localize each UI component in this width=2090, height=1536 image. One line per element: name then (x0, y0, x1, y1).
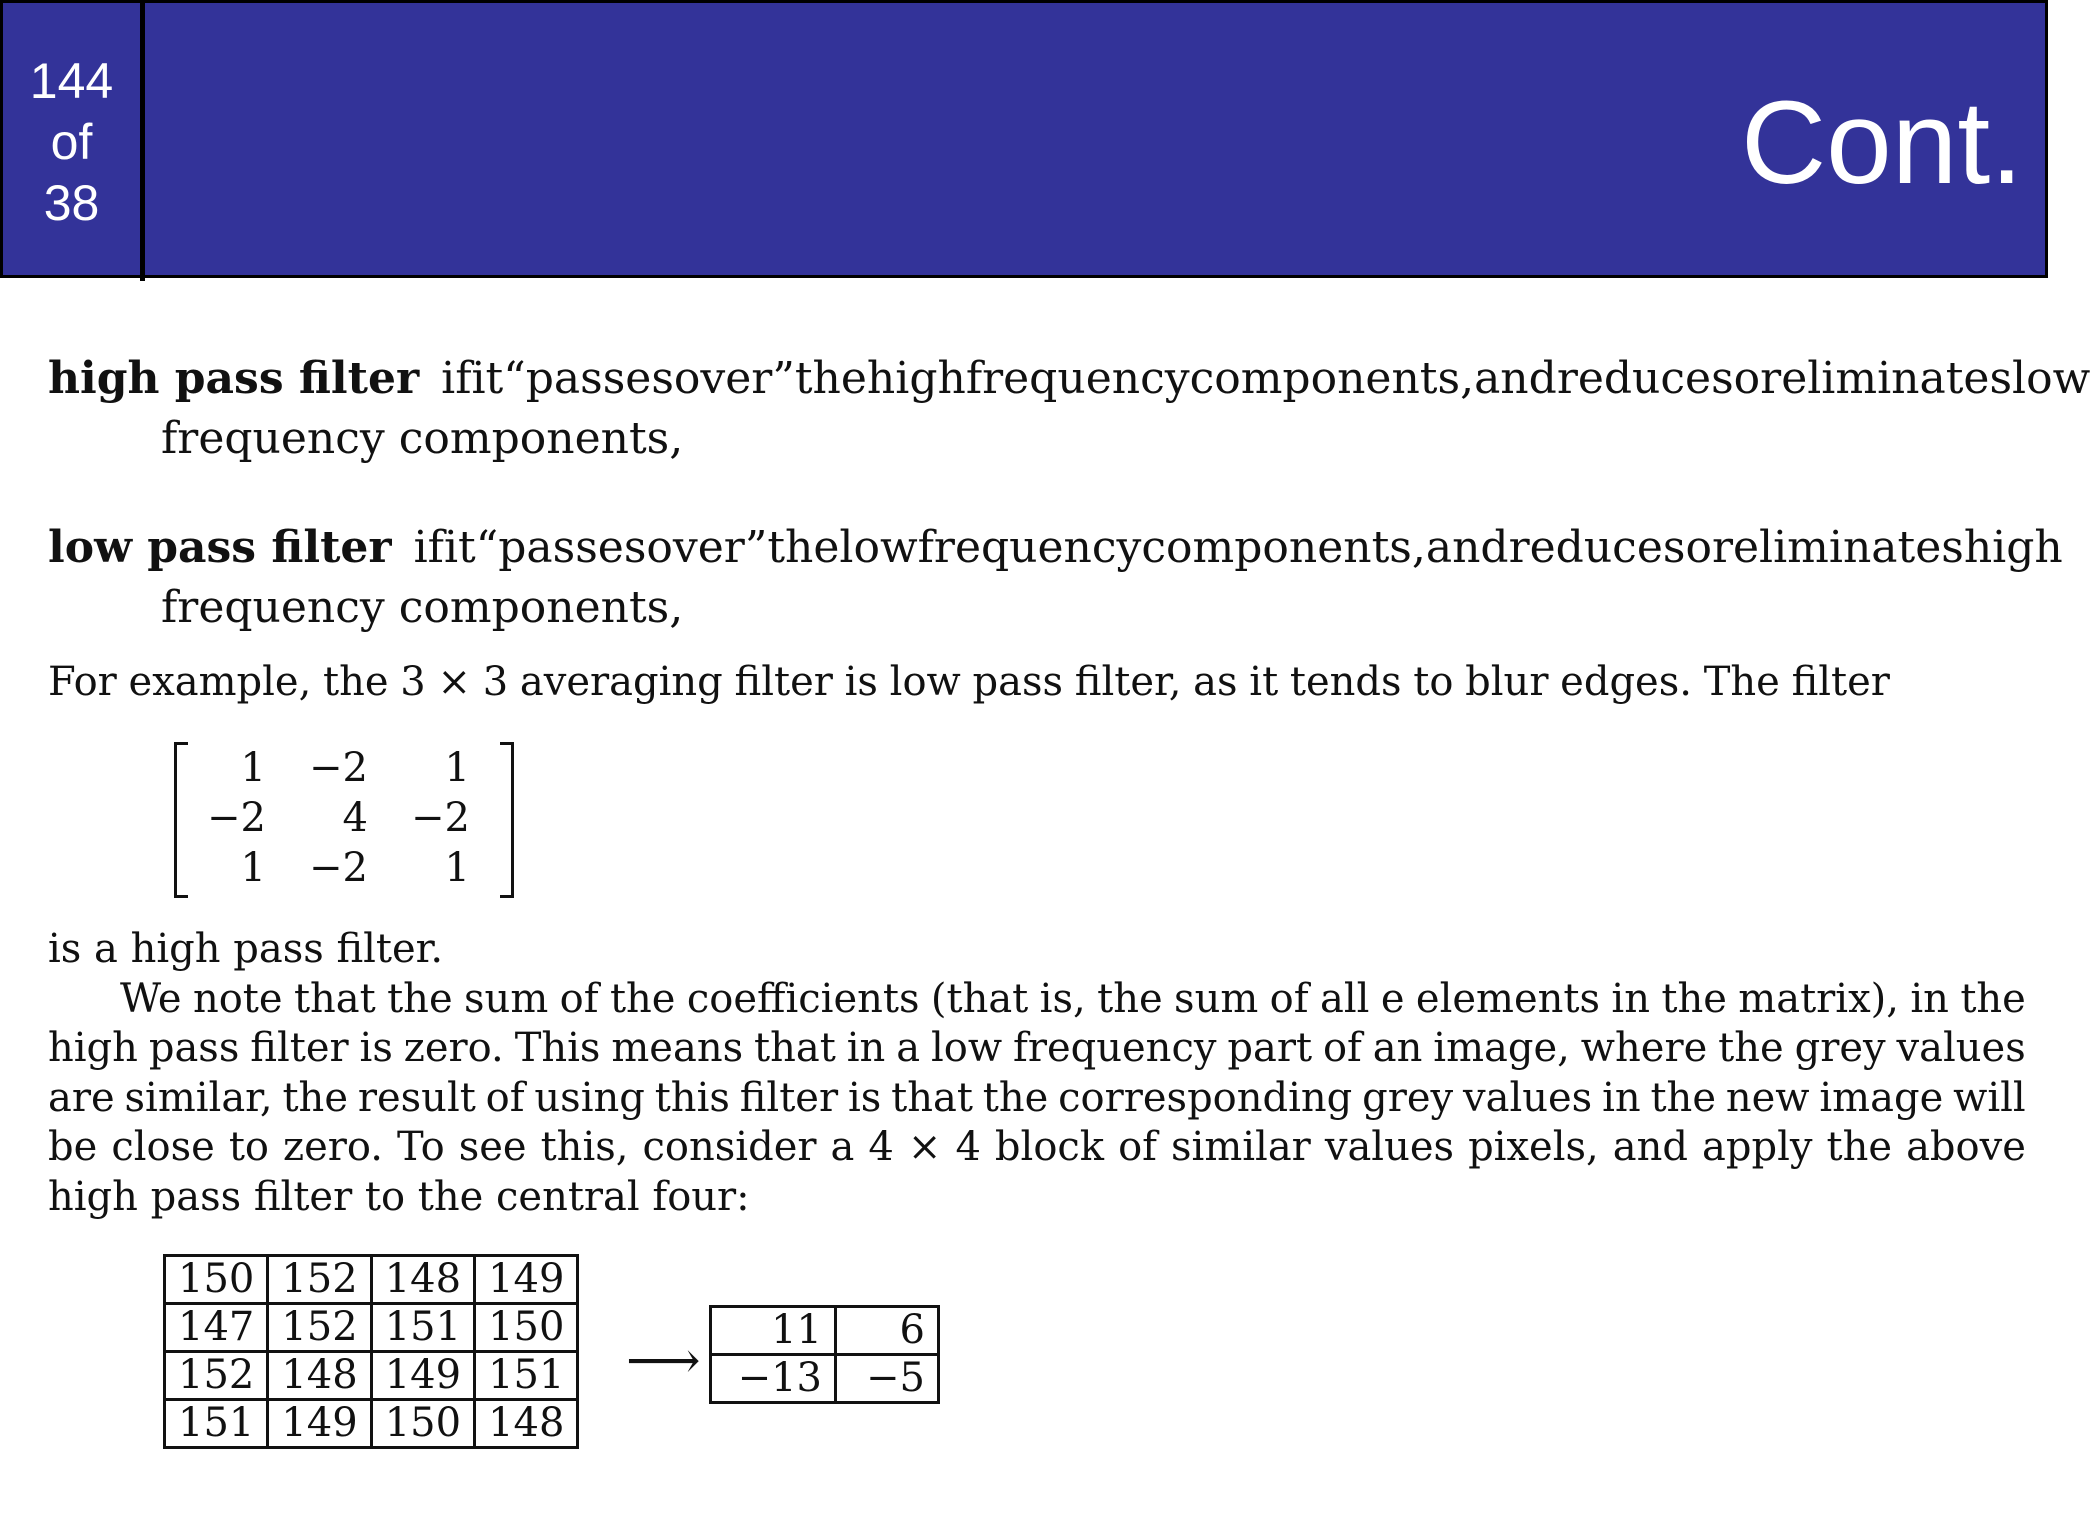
word: means (611, 1025, 744, 1071)
word: low (2012, 353, 2090, 404)
word: the (982, 1074, 1049, 1121)
word: part (1227, 1025, 1313, 1071)
definition-continuation: frequency components, (161, 413, 684, 464)
word: new (1725, 1074, 1810, 1121)
word: high (48, 1025, 138, 1071)
word: or (1685, 522, 1733, 573)
word: is (359, 1025, 393, 1071)
word: above (1906, 1124, 2026, 1170)
word: a (896, 1025, 921, 1071)
word: components, (1189, 353, 1475, 404)
matrix-right-bracket (500, 742, 514, 898)
word: is (847, 1074, 882, 1121)
definition-line (441, 349, 2090, 409)
word: the (1960, 975, 2026, 1022)
word: e (1380, 975, 1405, 1022)
word: grey (1362, 1074, 1454, 1121)
pixel-cell: 152 (165, 1352, 268, 1400)
definition-high-pass (48, 349, 2090, 469)
word: coefficients (686, 975, 920, 1022)
word: the (1718, 1025, 1784, 1071)
result-cell: −5 (836, 1355, 939, 1403)
word: of (1118, 1124, 1157, 1170)
matrix-cell: −2 (411, 795, 470, 841)
pixel-cell: 151 (165, 1400, 268, 1448)
matrix-cell: 1 (240, 745, 266, 791)
pixel-cell: 152 (268, 1256, 371, 1304)
word: 4 (868, 1124, 894, 1170)
filter-matrix (174, 742, 514, 898)
word: To (397, 1124, 445, 1170)
text-line: high pass filter to the central four: (48, 1173, 750, 1220)
word: pass (148, 1025, 240, 1071)
word: matrix), (1738, 975, 1899, 1022)
text-line (48, 1024, 2026, 1074)
word: this (654, 1074, 730, 1121)
definition-continuation: frequency components, (161, 582, 684, 633)
matrix-cell: 1 (240, 845, 266, 891)
body-paragraph (48, 925, 2026, 1222)
word: block (994, 1124, 1105, 1170)
word: high (1963, 522, 2063, 573)
word: values (1324, 1124, 1455, 1170)
word: to (1413, 659, 1454, 705)
word: and (1425, 522, 1509, 573)
word: the (767, 522, 840, 573)
word: low (889, 659, 961, 705)
word: averaging (519, 659, 723, 705)
word: if (441, 353, 472, 404)
word: that (891, 1074, 973, 1121)
input-pixel-block (163, 1254, 579, 1449)
word: an (1372, 1025, 1423, 1071)
text-line (48, 658, 1890, 708)
word: eliminates (1732, 522, 1964, 573)
output-pixel-block (709, 1305, 940, 1404)
word: low (931, 1025, 1003, 1071)
word: blur (1465, 659, 1549, 705)
word: the (1650, 1074, 1716, 1121)
word: it (471, 353, 504, 404)
word: all (1319, 975, 1370, 1022)
word: sum (1174, 975, 1259, 1022)
word: it (1249, 659, 1279, 705)
word: image (1819, 1074, 1944, 1121)
text-line (48, 1074, 2026, 1124)
word: “passes (503, 353, 674, 404)
word: × (907, 1124, 942, 1170)
word: components, (1141, 522, 1426, 573)
pixel-cell: 149 (268, 1400, 371, 1448)
pixel-cell: 148 (268, 1352, 371, 1400)
word: that (293, 975, 376, 1022)
word: zero. (403, 1025, 504, 1071)
word: filter (734, 659, 833, 705)
word: frequency (965, 353, 1190, 404)
word: elements (1415, 975, 1600, 1022)
text-line (48, 975, 2026, 1025)
pixel-cell: 152 (268, 1304, 371, 1352)
word: filter (739, 1074, 839, 1121)
matrix-cell: 1 (444, 845, 470, 891)
word: close (111, 1124, 215, 1170)
matrix-cell: 4 (342, 795, 368, 841)
word: the (387, 975, 453, 1022)
pixel-cell: 148 (371, 1256, 474, 1304)
word: example, (128, 659, 312, 705)
word: “passes (475, 522, 647, 573)
word: consider (642, 1124, 817, 1170)
word: The (1703, 659, 1780, 705)
word: note (192, 975, 283, 1022)
matrix-cell: −2 (309, 845, 368, 891)
word: in (1602, 1074, 1641, 1121)
word: For (48, 659, 117, 705)
word: We (120, 975, 182, 1022)
pixel-cell: 151 (475, 1352, 578, 1400)
slide-counter (3, 3, 145, 281)
word: × (437, 659, 471, 705)
word: edges. (1560, 659, 1692, 705)
word: apply (1702, 1124, 1813, 1170)
matrix-cell: −2 (309, 745, 368, 791)
word: the (1826, 1124, 1893, 1170)
word: the (794, 353, 867, 404)
word: over” (673, 353, 795, 404)
word: or (1733, 353, 1782, 404)
right-arrow-icon: ⟶ (626, 1331, 701, 1391)
word: and (1612, 1124, 1688, 1170)
slide-number: 144 (29, 52, 114, 109)
word: 3 (400, 659, 426, 705)
pixel-cell: 148 (475, 1400, 578, 1448)
word: the (282, 1074, 348, 1121)
definition-line (414, 518, 2063, 578)
pixel-cell: 150 (475, 1304, 578, 1352)
word: of (559, 975, 599, 1022)
word: values (1896, 1025, 2026, 1071)
result-cell: 6 (836, 1307, 939, 1355)
word: is (844, 659, 878, 705)
matrix-cell: −2 (207, 795, 266, 841)
word: be (48, 1124, 98, 1170)
word: filter (250, 1025, 349, 1071)
word: in (1611, 975, 1650, 1022)
slide-total: 38 (43, 174, 100, 231)
slide-of-label: of (50, 113, 93, 170)
word: it (443, 522, 476, 573)
word: the (1661, 975, 1727, 1022)
text-line (48, 1123, 2026, 1173)
word: are (48, 1074, 115, 1121)
definition-term: high pass filter (48, 353, 420, 404)
definition-low-pass (48, 518, 2063, 638)
pixel-cell: 149 (371, 1352, 474, 1400)
word: low (839, 522, 918, 573)
word: to (228, 1124, 269, 1170)
word: that (754, 1025, 836, 1071)
word: sum (464, 975, 549, 1022)
word: as (1193, 659, 1238, 705)
word: reduces (1508, 522, 1686, 573)
word: high (866, 353, 966, 404)
word: reduces (1556, 353, 1734, 404)
word: in (1910, 975, 1949, 1022)
word: This (514, 1025, 601, 1071)
word: filter, (1074, 659, 1182, 705)
word: will (1953, 1074, 2026, 1121)
word: filter (1791, 659, 1890, 705)
word: corresponding (1058, 1074, 1353, 1121)
text-line: is a high pass filter. (48, 926, 444, 972)
word: see (458, 1124, 527, 1170)
slide-header (0, 0, 2048, 278)
word: is, (1039, 975, 1086, 1022)
word: eliminates (1781, 353, 2013, 404)
word: pixels, (1468, 1124, 1599, 1170)
word: of (1269, 975, 1309, 1022)
word: (that (930, 975, 1029, 1022)
result-cell: −13 (711, 1355, 836, 1403)
slide-title: Cont. (1740, 77, 2023, 209)
pixel-cell: 150 (371, 1400, 474, 1448)
word: in (846, 1025, 886, 1071)
word: and (1474, 353, 1557, 404)
pixel-cell: 151 (371, 1304, 474, 1352)
word: the (323, 659, 389, 705)
matrix-cell: 1 (444, 745, 470, 791)
word: a (830, 1124, 855, 1170)
word: over” (646, 522, 768, 573)
word: 4 (955, 1124, 981, 1170)
word: this, (540, 1124, 629, 1170)
word: 3 (482, 659, 509, 705)
word: values (1463, 1074, 1593, 1121)
pixel-cell: 149 (475, 1256, 578, 1304)
word: image, (1433, 1025, 1570, 1071)
word: using (534, 1074, 645, 1121)
word: of (1322, 1025, 1362, 1071)
word: grey (1794, 1025, 1886, 1071)
pixel-cell: 147 (165, 1304, 268, 1352)
word: frequency (917, 522, 1142, 573)
word: the (1097, 975, 1163, 1022)
word: tends (1289, 659, 1402, 705)
word: where (1580, 1025, 1708, 1071)
word: similar (1171, 1124, 1311, 1170)
word: the (609, 975, 676, 1022)
example-sentence (48, 658, 1890, 708)
word: zero. (283, 1124, 383, 1170)
result-cell: 11 (711, 1307, 836, 1355)
word: result (357, 1074, 476, 1121)
word: frequency (1013, 1025, 1217, 1071)
pixel-cell: 150 (165, 1256, 268, 1304)
definition-term: low pass filter (48, 522, 392, 573)
word: pass (972, 659, 1064, 705)
word: if (413, 522, 444, 573)
word: of (485, 1074, 525, 1121)
word: similar, (124, 1074, 273, 1121)
